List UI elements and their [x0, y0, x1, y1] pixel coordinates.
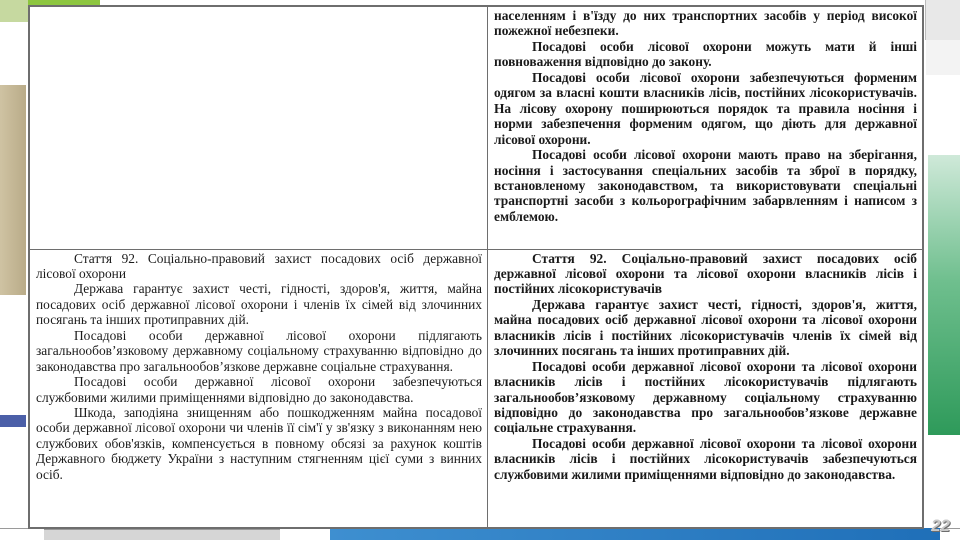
slide-number: 22 [931, 516, 950, 535]
paragraph: Стаття 92. Соціально-правовий захист посадових осіб державної лісової охорони [36, 250, 482, 281]
comparison-table [28, 5, 924, 529]
paragraph: Посадові особи лісової охорони можуть мати й інші повноваження відповідно до закону. [494, 38, 917, 70]
paragraph: Посадові особи державної лісової охорони забезпечуються службовими жилими приміщеннями відповідно до законодавства. [36, 374, 482, 405]
paragraph: населенням і в'їзду до них транспортних засобів у період високої пожежної небезпеки. [494, 8, 917, 39]
paragraph: Посадові особи державної лісової охорони та лісової охорони власників лісів і постійних лісокористувачів підлягають загальнообов’язковому державному соціальному страхуванню відповідно до законодавства про загальнообов’язкове державне соціальне страхування. [494, 358, 917, 436]
paragraph: Шкода, заподіяна знищенням або пошкодженням майна посадової особи державної лісової охорони чи членів її сім'ї у зв'язку з виконанням нею службових обов'язків, компенсується в повному обсязі за рахунок коштів Державного бюджету України з наступним стягненням цієї суми з винних осіб. [36, 405, 482, 482]
paragraph: Посадові особи державної лісової охорони підлягають загальнообов’язковому державному соціальному страхуванню відповідно до законодавства про загальнообов’язкове державне соціальне страхування. [36, 327, 482, 374]
paragraph: Посадові особи лісової охорони мають право на зберігання, носіння і застосування спеціальних засобів та зброї в порядку, встановленому законодавством, та використовувати спеціальні транспортні засоби з кольорографічним забарвленням і написом з емблемою. [494, 147, 917, 224]
decor-right-light-panel [926, 40, 960, 75]
decor-bottom-gray-bar [44, 529, 280, 540]
decor-bottom-blue-bar [330, 528, 940, 540]
paragraph: Держава гарантує захист честі, гідності, здоров'я, життя, майна посадових осіб державної лісової охорони та лісової охорони власників лісів і постійних лісокористувачів членів їх сімей від злочинних посягань та інших протиправних дій. [494, 296, 917, 359]
table-row [29, 6, 923, 249]
paragraph: Посадові особи державної лісової охорони та лісової охорони власників лісів і постійних лісокористувачів забезпечуються службовими жилими приміщеннями відповідно до законодавства. [494, 435, 917, 482]
table-row [29, 249, 923, 528]
paragraph: Посадові особи лісової охорони забезпечуються форменим одягом за власні кошти власників лісів, постійних лісокористувачів. На лісову охорону поширюються порядок та правила носіння і норми забезпечення форменим одягом, що діють для державної лісової охорони. [494, 69, 917, 147]
decor-left-tan-panel [0, 85, 26, 295]
paragraph: Держава гарантує захист честі, гідності, здоров'я, життя, майна посадових осіб державної лісової охорони і членів їх сімей від злочинних посягань та інших протиправних дій. [36, 281, 482, 328]
decor-right-gray-panel [925, 0, 960, 40]
left-cell-row2 [29, 249, 488, 528]
decor-left-blue-bar [0, 415, 26, 427]
paragraph: Стаття 92. Соціально-правовий захист посадових осіб державної лісової охорони та лісової охорони власників лісів і постійних лісокористувачів [494, 250, 917, 297]
right-cell-row1 [488, 6, 924, 249]
decor-right-green-panel [928, 155, 960, 435]
decor-top-left-block [0, 0, 28, 22]
left-cell-row1 [29, 6, 488, 249]
right-cell-row2 [488, 249, 924, 528]
